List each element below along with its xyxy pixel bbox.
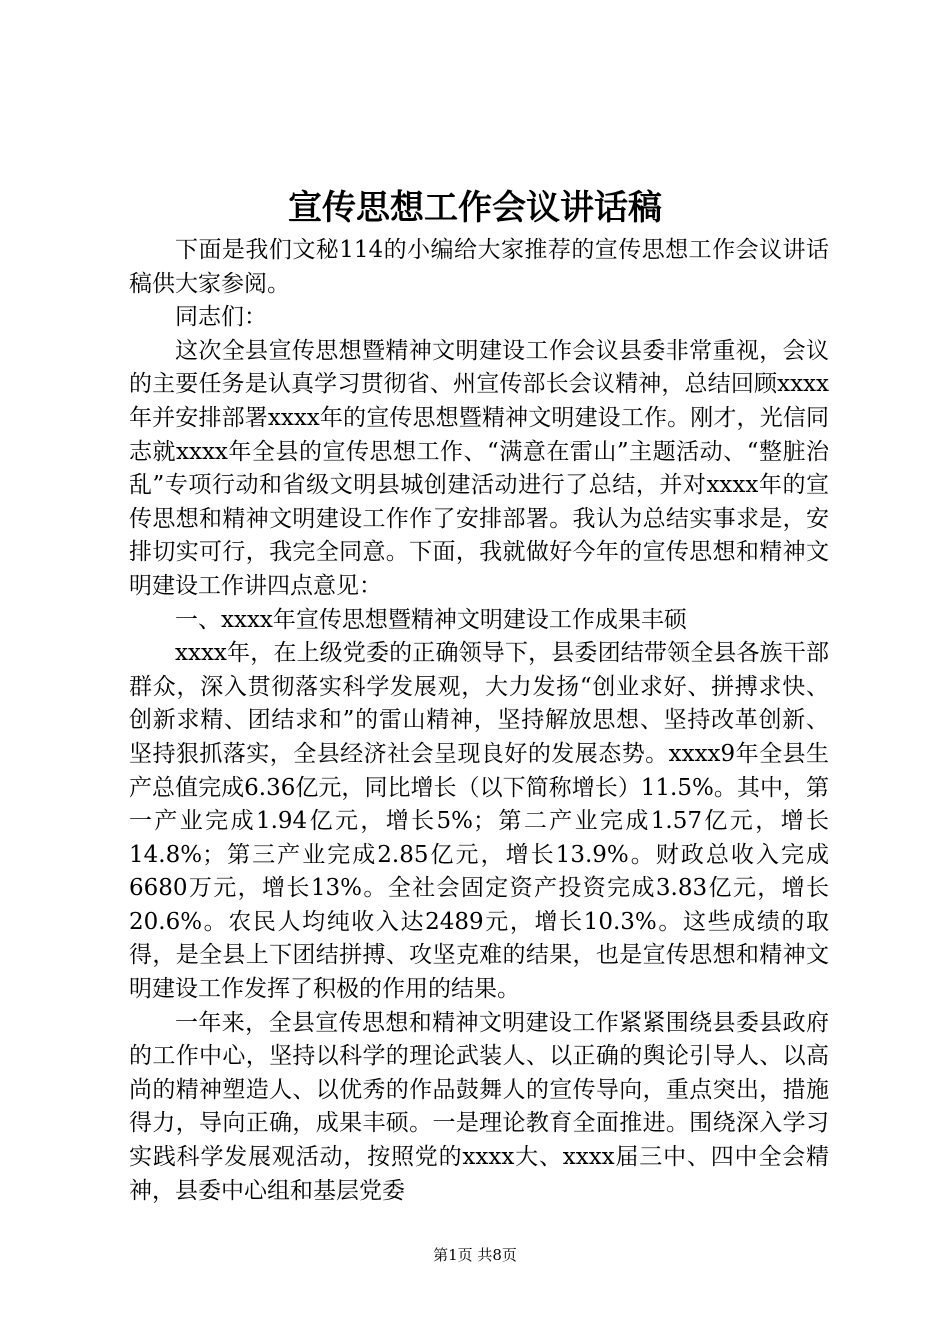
document-body — [129, 234, 829, 1208]
page-number: 第1页 共8页 — [433, 1246, 517, 1264]
paragraph-achievements: xxxx年，在上级党委的正确领导下，县委团结带领全县各族干部群众，深入贯彻落实科学发展观，大力发扬“创业求好、拼搏求快、创新求精、团结求和”的雷山精神，坚持解放思想、坚持改革创新、坚持狠抓落实，全县经济社会呈现良好的发展态势。xxxx9年全县生产总值完成6.36亿元，同比增长（以下简称增长）11.5%。其中，第一产业完成1.94亿元，增长5%；第二产业完成1.57亿元，增长14.8%；第三产业完成2.85亿元，增长13.9%。财政总收入完成6680万元，增长13%。全社会固定资产投资完成3.83亿元，增长20.6%。农民人均纯收入达2489元，增长10.3%。这些成绩的取得，是全县上下团结拼搏、攻坚克难的结果，也是宣传思想和精神文明建设工作发挥了积极的作用的结果。 — [129, 640, 829, 1003]
paragraph-work-review: 一年来，全县宣传思想和精神文明建设工作紧紧围绕县委县政府的工作中心，坚持以科学的理论武装人、以正确的舆论引导人、以高尚的精神塑造人、以优秀的作品鼓舞人的宣传导向，重点突出，措施得力，导向正确，成果丰硕。一是理论教育全面推进。围绕深入学习实践科学发展观活动，按照党的xxxx大、xxxx届三中、四中全会精神，县委中心组和基层党委 — [129, 1009, 829, 1204]
document-title: 宣传思想工作会议讲话稿 — [288, 188, 662, 228]
paragraph-opening: 这次全县宣传思想暨精神文明建设工作会议县委非常重视，会议的主要任务是认真学习贯彻省、州宣传部长会议精神，总结回顾xxxx年并安排部署xxxx年的宣传思想暨精神文明建设工作。刚才，光信同志就xxxx年全县的宣传思想工作、“满意在雷山”主题活动、“整脏治乱”专项行动和省级文明县城创建活动进行了总结，并对xxxx年的宣传思想和精神文明建设工作作了安排部署。我认为总结实事求是，安排切实可行，我完全同意。下面，我就做好今年的宣传思想和精神文明建设工作讲四点意见： — [129, 337, 829, 599]
paragraph-intro: 下面是我们文秘114的小编给大家推荐的宣传思想工作会议讲话稿供大家参阅。 — [129, 237, 829, 297]
section-heading-1: 一、xxxx年宣传思想暨精神文明建设工作成果丰硕 — [175, 606, 687, 633]
paragraph-salutation: 同志们： — [175, 304, 267, 331]
